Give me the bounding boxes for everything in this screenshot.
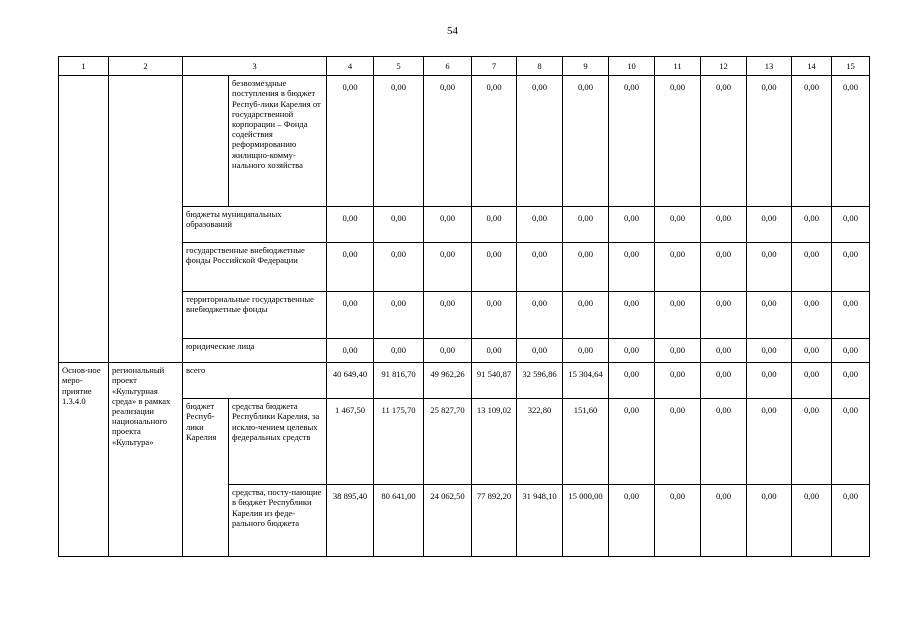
header-cell: 4 [327, 57, 374, 76]
header-cell: 15 [832, 57, 870, 76]
header-cell: 8 [517, 57, 563, 76]
value-cell: 0,00 [832, 399, 870, 485]
value-cell: 0,00 [472, 292, 517, 339]
row-label: территориальные государственные внебюджетные фонды [183, 292, 327, 339]
header-cell: 2 [109, 57, 183, 76]
financing-table [58, 56, 870, 557]
budget-source: бюджет Респуб-лики Карелия [183, 399, 229, 557]
value-cell: 0,00 [832, 485, 870, 557]
value-cell: 0,00 [701, 292, 747, 339]
value-cell: 0,00 [655, 339, 701, 363]
value-cell: 0,00 [327, 339, 374, 363]
header-cell: 12 [701, 57, 747, 76]
value-cell: 0,00 [655, 292, 701, 339]
value-cell: 0,00 [472, 76, 517, 207]
value-cell: 0,00 [517, 339, 563, 363]
header-cell: 14 [792, 57, 832, 76]
value-cell: 0,00 [424, 243, 472, 292]
value-cell: 0,00 [609, 207, 655, 243]
value-cell: 91 816,70 [374, 363, 424, 399]
page-number: 54 [447, 25, 458, 37]
value-cell: 0,00 [609, 399, 655, 485]
value-cell: 0,00 [517, 292, 563, 339]
value-cell: 0,00 [472, 243, 517, 292]
value-cell: 13 109,02 [472, 399, 517, 485]
value-cell: 11 175,70 [374, 399, 424, 485]
row-label: средства бюджета Республики Карелия, за исклю-чением целевых федеральных средств [229, 399, 327, 485]
value-cell: 1 467,50 [327, 399, 374, 485]
value-cell: 0,00 [563, 243, 609, 292]
value-cell: 0,00 [701, 399, 747, 485]
value-cell: 31 948,10 [517, 485, 563, 557]
value-cell: 0,00 [792, 243, 832, 292]
value-cell: 0,00 [655, 207, 701, 243]
value-cell: 25 827,70 [424, 399, 472, 485]
value-cell: 49 962,26 [424, 363, 472, 399]
value-cell: 0,00 [609, 76, 655, 207]
value-cell: 91 540,87 [472, 363, 517, 399]
value-cell: 0,00 [792, 399, 832, 485]
value-cell: 0,00 [832, 292, 870, 339]
value-cell: 0,00 [374, 207, 424, 243]
value-cell: 0,00 [609, 292, 655, 339]
measure-code: Основ-ное меро-приятие 1.3.4.0 [59, 363, 109, 557]
value-cell: 0,00 [563, 292, 609, 339]
value-cell: 0,00 [655, 363, 701, 399]
value-cell: 0,00 [424, 76, 472, 207]
value-cell: 0,00 [701, 485, 747, 557]
empty-cell [59, 76, 109, 363]
value-cell: 0,00 [701, 363, 747, 399]
header-cell: 5 [374, 57, 424, 76]
value-cell: 0,00 [747, 363, 792, 399]
header-cell: 10 [609, 57, 655, 76]
value-cell: 0,00 [655, 399, 701, 485]
row-label: безвозмездные поступления в бюджет Респуб-лики Карелия от государственной корпорации – Фонда содействия реформированию жилищно-комму-нального хозяйства [229, 76, 327, 207]
value-cell: 0,00 [701, 339, 747, 363]
value-cell: 0,00 [747, 339, 792, 363]
value-cell: 0,00 [517, 207, 563, 243]
value-cell: 0,00 [747, 292, 792, 339]
value-cell: 0,00 [327, 292, 374, 339]
value-cell: 38 895,40 [327, 485, 374, 557]
value-cell: 0,00 [374, 243, 424, 292]
value-cell: 0,00 [609, 243, 655, 292]
value-cell: 0,00 [327, 207, 374, 243]
value-cell: 0,00 [701, 207, 747, 243]
value-cell: 0,00 [747, 76, 792, 207]
header-cell: 3 [183, 57, 327, 76]
value-cell: 77 892,20 [472, 485, 517, 557]
project-name: региональный проект «Культурная среда» в рамках реализации национального проекта «Культура» [109, 363, 183, 557]
value-cell: 0,00 [747, 485, 792, 557]
value-cell: 32 596,86 [517, 363, 563, 399]
value-cell: 0,00 [424, 207, 472, 243]
header-cell: 9 [563, 57, 609, 76]
value-cell: 0,00 [517, 76, 563, 207]
value-cell: 151,60 [563, 399, 609, 485]
value-cell: 0,00 [747, 207, 792, 243]
value-cell: 0,00 [792, 207, 832, 243]
value-cell: 40 649,40 [327, 363, 374, 399]
value-cell: 0,00 [472, 207, 517, 243]
value-cell: 0,00 [792, 292, 832, 339]
value-cell: 322,80 [517, 399, 563, 485]
header-row [59, 57, 870, 76]
header-cell: 7 [472, 57, 517, 76]
value-cell: 0,00 [655, 76, 701, 207]
value-cell: 0,00 [747, 399, 792, 485]
value-cell: 0,00 [701, 243, 747, 292]
value-cell: 0,00 [832, 363, 870, 399]
header-cell: 11 [655, 57, 701, 76]
value-cell: 0,00 [563, 339, 609, 363]
value-cell: 0,00 [374, 76, 424, 207]
value-cell: 0,00 [563, 207, 609, 243]
value-cell: 15 000,00 [563, 485, 609, 557]
value-cell: 0,00 [424, 339, 472, 363]
value-cell: 0,00 [472, 339, 517, 363]
value-cell: 0,00 [424, 292, 472, 339]
value-cell: 0,00 [832, 207, 870, 243]
value-cell: 0,00 [701, 76, 747, 207]
value-cell: 0,00 [792, 339, 832, 363]
value-cell: 0,00 [655, 243, 701, 292]
value-cell: 0,00 [609, 485, 655, 557]
value-cell: 0,00 [792, 363, 832, 399]
empty-cell [183, 76, 229, 207]
value-cell: 0,00 [517, 243, 563, 292]
value-cell: 0,00 [374, 339, 424, 363]
table-row [59, 363, 870, 399]
value-cell: 0,00 [747, 243, 792, 292]
value-cell: 0,00 [832, 76, 870, 207]
header-cell: 1 [59, 57, 109, 76]
value-cell: 0,00 [832, 339, 870, 363]
row-label: юридические лица [183, 339, 327, 363]
value-cell: 0,00 [374, 292, 424, 339]
value-cell: 0,00 [327, 243, 374, 292]
value-cell: 0,00 [563, 76, 609, 207]
value-cell: 0,00 [609, 339, 655, 363]
value-cell: 0,00 [792, 76, 832, 207]
table-row [59, 76, 870, 207]
value-cell: 0,00 [327, 76, 374, 207]
value-cell: 0,00 [832, 243, 870, 292]
row-label: бюджеты муниципальных образований [183, 207, 327, 243]
row-label: средства, посту-пающие в бюджет Республики Карелия из феде-рального бюджета [229, 485, 327, 557]
value-cell: 80 641,00 [374, 485, 424, 557]
header-cell: 6 [424, 57, 472, 76]
value-cell: 0,00 [792, 485, 832, 557]
value-cell: 15 304,64 [563, 363, 609, 399]
value-cell: 24 062,50 [424, 485, 472, 557]
value-cell: 0,00 [609, 363, 655, 399]
row-label: всего [183, 363, 327, 399]
header-cell: 13 [747, 57, 792, 76]
row-label: государственные внебюджетные фонды Российской Федерации [183, 243, 327, 292]
value-cell: 0,00 [655, 485, 701, 557]
empty-cell [109, 76, 183, 363]
